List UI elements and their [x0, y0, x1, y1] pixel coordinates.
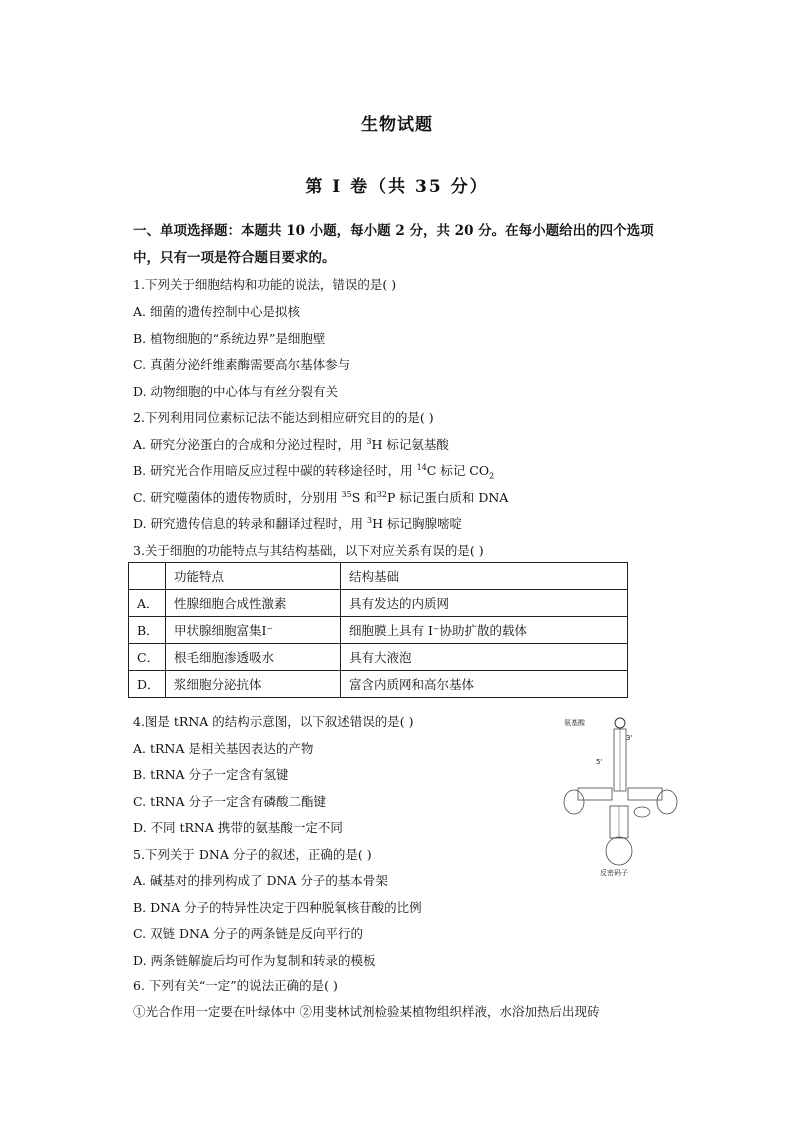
- page-title: 生物试题: [361, 115, 433, 135]
- table-cell: 结构基础: [341, 563, 628, 590]
- q4-option-a: A. tRNA 是相关基因表达的产物: [133, 741, 314, 756]
- q1-option-a: A. 细菌的遗传控制中心是拟核: [133, 304, 300, 319]
- table-row: [129, 617, 628, 644]
- d-arm-stem: [578, 788, 612, 800]
- table-cell: 甲状腺细胞富集I⁻: [166, 617, 341, 644]
- t-arm-stem: [628, 788, 662, 800]
- table-cell: D．: [129, 671, 166, 698]
- five-prime-label: 5': [596, 758, 603, 766]
- q4-option-c: C. tRNA 分子一定含有磷酸二酯键: [133, 794, 326, 809]
- q6-stem: 6. 下列有关“一定”的说法正确的是( ): [133, 978, 338, 993]
- q2-option-d: D. 研究遗传信息的转录和翻译过程时，用 $^3$H 标记胸腺嘧啶: [133, 515, 462, 531]
- trna-structure-figure: [562, 716, 680, 878]
- amino-acid-label: 氨基酸: [564, 719, 585, 727]
- q3-stem: 3.关于细胞的功能特点与其结构基础，以下对应关系有误的是( ): [133, 543, 484, 558]
- table-row: [129, 644, 628, 671]
- q5-option-a: A. 碱基对的排列构成了 DNA 分子的基本骨架: [133, 873, 388, 888]
- table-cell: 细胞膜上具有 I⁻协助扩散的载体: [341, 617, 628, 644]
- table-cell: 具有大液泡: [341, 644, 628, 671]
- q2-option-b: B. 研究光合作用暗反应过程中碳的转移途径时，用 $^{14}$C 标记 $CO_2$: [133, 462, 495, 481]
- q2-option-c: C. 研究噬菌体的遗传物质时，分别用 $^{35}$S 和$^{32}$P 标记蛋白质和 DNA: [133, 489, 509, 505]
- q6-statement-line: ①光合作用一定要在叶绿体中 ②用斐林试剂检验某植物组织样液，水浴加热后出现砖: [133, 1004, 600, 1019]
- table-cell: 富含内质网和高尔基体: [341, 671, 628, 698]
- q1-stem: 1.下列关于细胞结构和功能的说法，错误的是( ): [133, 277, 397, 292]
- table-row: [129, 590, 628, 617]
- q4-option-d: D. 不同 tRNA 携带的氨基酸一定不同: [133, 820, 343, 835]
- q1-option-c: C. 真菌分泌纤维素酶需要高尔基体参与: [133, 357, 351, 372]
- q5-option-d: D. 两条链解旋后均可作为复制和转录的模板: [133, 953, 376, 968]
- anticodon-label: 反密码子: [600, 869, 628, 877]
- q3-table: [128, 562, 628, 698]
- table-cell: 根毛细胞渗透吸水: [166, 644, 341, 671]
- q4-stem: 4.图是 tRNA 的结构示意图，以下叙述错误的是( ): [133, 714, 414, 729]
- three-prime-label: 3': [626, 734, 633, 742]
- table-cell: 具有发达的内质网: [341, 590, 628, 617]
- volume-heading: 第 I 卷（共 35 分）: [305, 177, 489, 197]
- table-cell: 功能特点: [166, 563, 341, 590]
- q2-stem: 2.下列利用同位素标记法不能达到相应研究目的的是( ): [133, 410, 434, 425]
- table-cell: 浆细胞分泌抗体: [166, 671, 341, 698]
- q5-option-c: C. 双链 DNA 分子的两条链是反向平行的: [133, 926, 363, 941]
- section-instructions: 一、单项选择题：本题共 10 小题，每小题 2 分，共 20 分。在每小题给出的四个选项中，只有一项是符合题目要求的。: [133, 223, 654, 266]
- q4-option-b: B. tRNA 分子一定含有氢键: [133, 767, 289, 782]
- table-row: [129, 671, 628, 698]
- anticodon-loop: [606, 837, 632, 865]
- q1-option-b: B. 植物细胞的“系统边界”是细胞壁: [133, 331, 326, 346]
- table-header-row: [129, 563, 628, 590]
- d-loop: [564, 790, 584, 814]
- amino-acid-site: [615, 718, 625, 728]
- table-cell: 性腺细胞合成性激素: [166, 590, 341, 617]
- variable-loop: [634, 807, 650, 817]
- table-cell: B．: [129, 617, 166, 644]
- q2-option-a: A. 研究分泌蛋白的合成和分泌过程时，用 $^3$H 标记氨基酸: [133, 436, 449, 452]
- table-cell: A．: [129, 590, 166, 617]
- t-loop: [657, 790, 677, 814]
- q5-stem: 5.下列关于 DNA 分子的叙述，正确的是( ): [133, 847, 372, 862]
- q5-option-b: B. DNA 分子的特异性决定于四种脱氧核苷酸的比例: [133, 900, 422, 915]
- q1-option-d: D. 动物细胞的中心体与有丝分裂有关: [133, 384, 339, 399]
- table-cell: C．: [129, 644, 166, 671]
- table-cell: [129, 563, 166, 590]
